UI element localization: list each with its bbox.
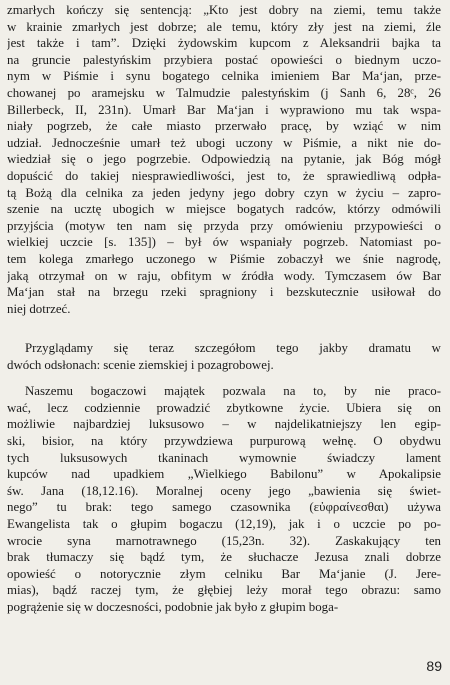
text-line: Przyglądamy się teraz szczegółom tego jakby dramatu w — [25, 341, 441, 355]
text-line: tą Bożą dla celnika za jeden jedyny jego dobry czyn w życiu – zapro- — [7, 185, 441, 200]
text-line: kupców nad upadkiem „Wielkiego Babilonu” w Apokalipsie — [7, 467, 441, 482]
text-line: przyjścia (motyw ten nam się przyda przy omówieniu przypowieści o — [7, 218, 441, 233]
text-line: w krainie zmarłych jest dobrze; ale temu, który zły jest na ziemi, źle — [7, 19, 441, 34]
paragraph-talmud-story — [7, 2, 441, 317]
text-line: Ma‘jan stał na brzegu rzeki spragniony i bezskutecznie usiłował do — [7, 285, 441, 300]
paragraph-gap — [7, 373, 441, 383]
text-line: Naszemu bogaczowi majątek pozwala na to, by nie praco- — [25, 384, 441, 399]
page-number: 89 — [426, 658, 442, 674]
text-line: wiedział się o jego pogrzebie. Odpowiedzią na pytanie, jak Bóg mógł — [7, 152, 441, 167]
main-text-section — [7, 340, 441, 616]
text-line: dwóch odsłonach: scenie ziemskiej i pozagrobowej. — [7, 357, 274, 372]
text-line: Billerbeck, II, 231n). Umarł Bar Ma‘jan i wyprawiono mu tak wspa- — [7, 102, 441, 117]
text-line: nego” tu brak: tego samego czasownika (εὐφραίνεσθαι) używa — [7, 500, 441, 515]
text-line: chowanej po aramejsku w Talmudzie palestyńskim (j Sanh 6, 28ᶜ, 26 — [7, 85, 441, 100]
text-line: zmarłych kończy się sentencją: „Kto jest dobry na ziemi, temu także — [7, 3, 441, 17]
text-line: brak tłumaczy się bądź tym, że słuchacze Jezusa znali dobrze — [7, 550, 441, 565]
text-line: na gruncie palestyńskim przybiera postać opowieści o biednym uczo- — [7, 52, 441, 67]
text-line: mias), bądź raczej tym, że głębiej leży morał tego obrazu: samo — [7, 583, 441, 598]
text-line: nym w Piśmie i synu bogatego celnika imieniem Bar Ma‘jan, prze- — [7, 69, 441, 84]
text-line: tych luksusowych tkaninach wymownie świadczy lament — [7, 450, 441, 465]
text-line: ski, bisior, na który przywdziewa purpurową wełnę. O obydwu — [7, 433, 441, 448]
text-line: św. Jana (18,12.16). Moralnej oceny jego „bawienia się świet- — [7, 483, 441, 498]
text-line: szenie na ucztę ubogich w miejsce bogatych radców, którzy odmówili — [7, 202, 441, 217]
text-line: opowieść o notorycznie złym celniku Bar Ma‘janie (J. Jere- — [7, 566, 441, 581]
text-line: jest także i tam”. Dzięki żydowskim kupcom z Aleksandrii bajka ta — [7, 36, 441, 51]
text-line: dopuścić do takiej niesprawiedliwości, jest to, że sprawiedliwą odpła- — [7, 168, 441, 183]
text-line: tem kolega zmarłego uczonego w Piśmie zobaczył we śnie nagrodę, — [7, 251, 441, 266]
text-line: pogrążenie się w doczesności, podobnie jak było z głupim boga- — [7, 599, 339, 614]
text-line: wać, lecz codziennie prowadzić zbytkowne życie. Ubiera się on — [7, 400, 441, 415]
text-line: wielkiej uczcie [s. 135]) – był ów wspaniały pogrzeb. Natomiast po- — [7, 235, 441, 250]
text-line: udział. Jednocześnie umarł też ubogi uczony w Piśmie, a nikt nie do- — [7, 135, 441, 150]
text-line: jaką otrzymał on w raju, obfitym w źródła wody. Tymczasem ów Bar — [7, 268, 441, 283]
text-line: niały pogrzeb, że całe miasto przerwało pracę, by wziąć w nim — [7, 119, 441, 134]
text-line: Ewangelista tak o głupim bogaczu (12,19), jak i o uczcie po po- — [7, 516, 441, 531]
paragraph-rich-man-life — [7, 383, 441, 615]
text-line: niej dotrzeć. — [7, 301, 71, 316]
text-line: możliwie najbardziej luksusowo – w najdelikatniejszy len egip- — [7, 417, 441, 432]
paragraph-drama-intro — [7, 340, 441, 373]
text-line: wrocie syna marnotrawnego (15,23n. 32). Zaskakujący ten — [7, 533, 441, 548]
